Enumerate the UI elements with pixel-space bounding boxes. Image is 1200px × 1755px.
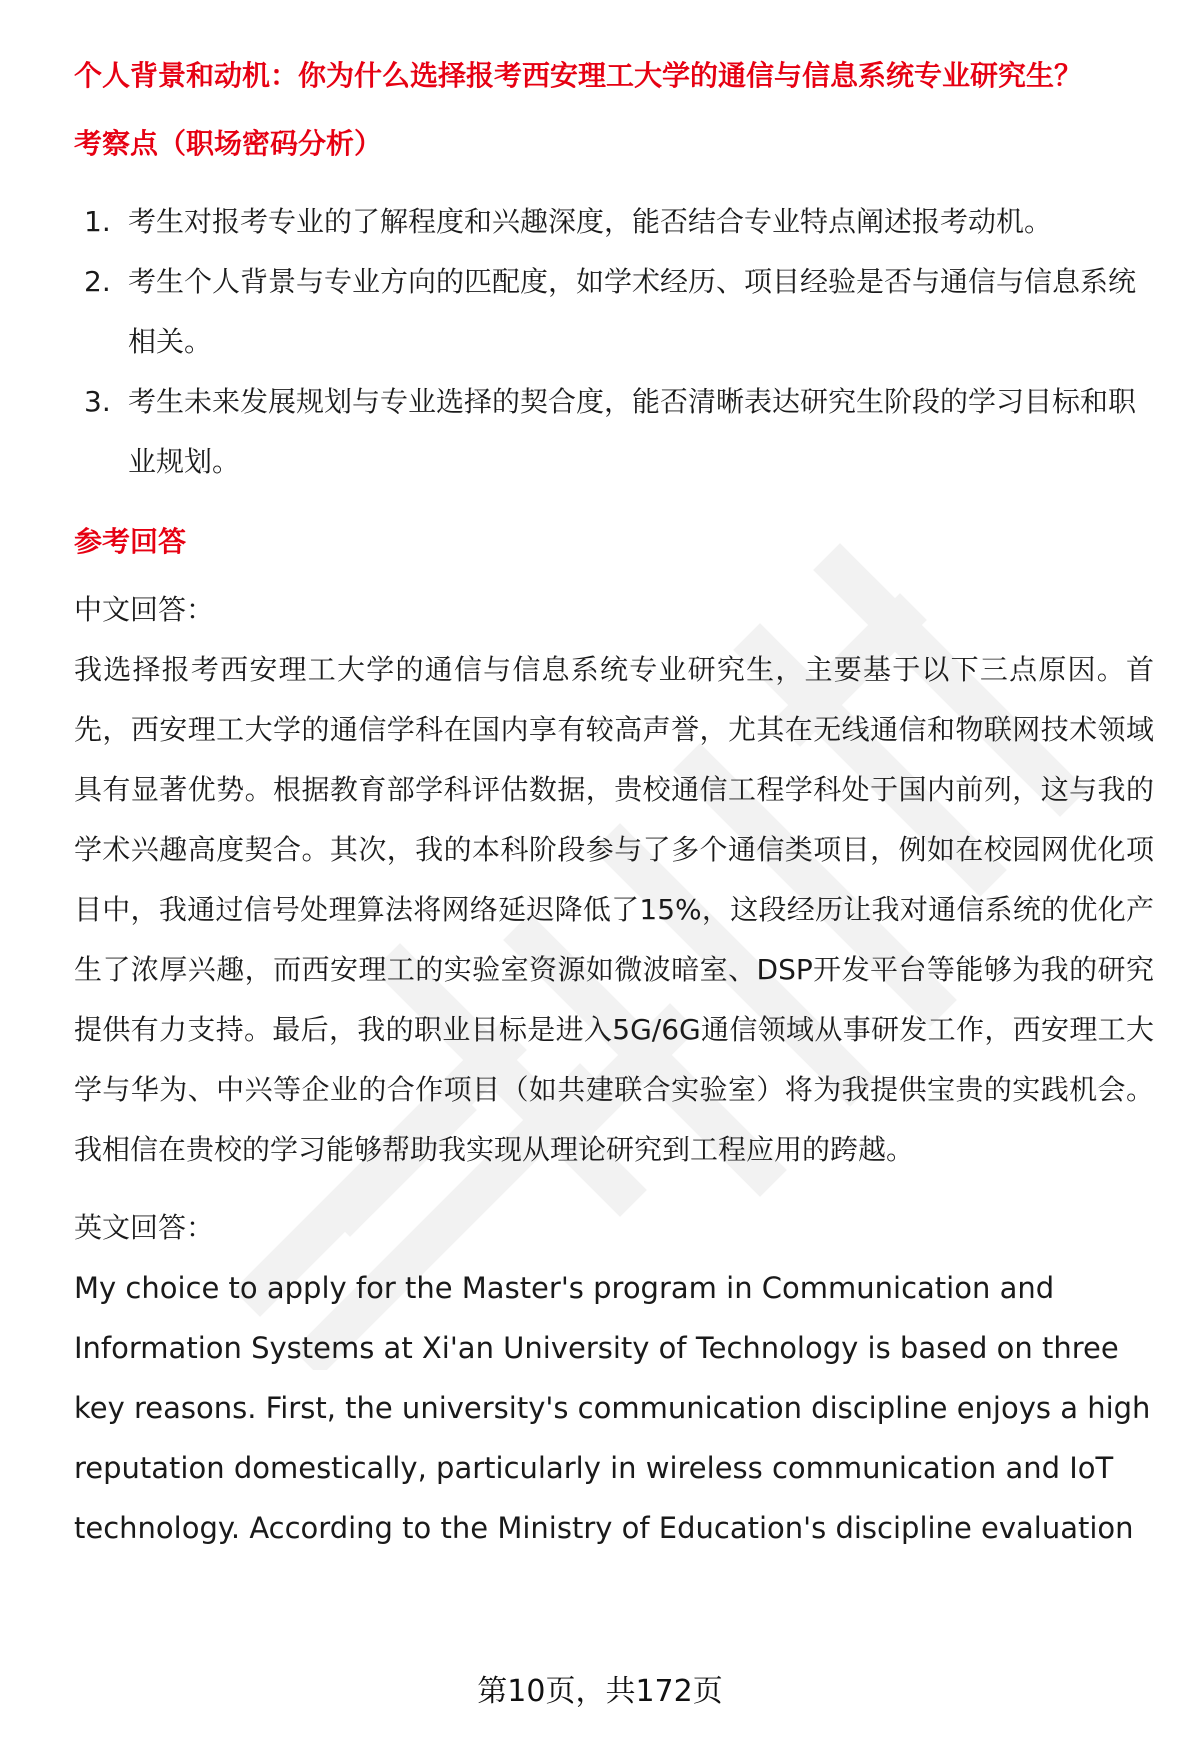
page-number-footer: 第10页，共172页	[477, 1674, 723, 1709]
english-answer-text: My choice to apply for the Master's program in Communication and Information Systems at Xi'an University of Technology is based on three key reasons. First, the university's communication discipline enjoys a high reputation domestically, particularly in wireless communication and IoT technology. According to the Ministry of Education's discipline evaluation	[74, 1271, 1151, 1545]
assessment-points-list	[74, 192, 1154, 492]
question-title: 个人背景和动机：你为什么选择报考西安理工大学的通信与信息系统专业研究生？	[74, 59, 1083, 92]
english-answer-label: 英文回答：	[74, 1211, 215, 1244]
list-item-number: 1.	[84, 205, 111, 238]
list-item-text: 考生未来发展规划与专业选择的契合度，能否清晰表达研究生阶段的学习目标和职业规划。	[128, 385, 1137, 478]
list-item-text: 考生对报考专业的了解程度和兴趣深度，能否结合专业特点阐述报考动机。	[128, 205, 1053, 238]
list-item	[74, 372, 1154, 492]
document-page	[74, 56, 1154, 1576]
list-item	[74, 192, 1154, 252]
list-item-number: 3.	[84, 385, 111, 418]
chinese-answer-text: 我选择报考西安理工大学的通信与信息系统专业研究生，主要基于以下三点原因。首先，西安理工大学的通信学科在国内享有较高声誉，尤其在无线通信和物联网技术领域具有显著优势。根据教育部学科评估数据，贵校通信工程学科处于国内前列，这与我的学术兴趣高度契合。其次，我的本科阶段参与了多个通信类项目，例如在校园网优化项目中，我通过信号处理算法将网络延迟降低了15%，这段经历让我对通信系统的优化产生了浓厚兴趣，而西安理工的实验室资源如微波暗室、DSP开发平台等能够为我的研究提供有力支持。最后，我的职业目标是进入5G/6G通信领域从事研发工作，西安理工大学与华为、中兴等企业的合作项目（如共建联合实验室）将为我提供宝贵的实践机会。我相信在贵校的学习能够帮助我实现从理论研究到工程应用的跨越。	[74, 653, 1154, 1166]
reference-answer-title: 参考回答	[74, 525, 187, 558]
list-item-text: 考生个人背景与专业方向的匹配度，如学术经历、项目经验是否与通信与信息系统相关。	[128, 265, 1137, 358]
assessment-title: 考察点（职场密码分析）	[74, 127, 383, 160]
chinese-answer-label: 中文回答：	[74, 593, 215, 626]
list-item-number: 2.	[84, 265, 111, 298]
list-item	[74, 252, 1154, 372]
